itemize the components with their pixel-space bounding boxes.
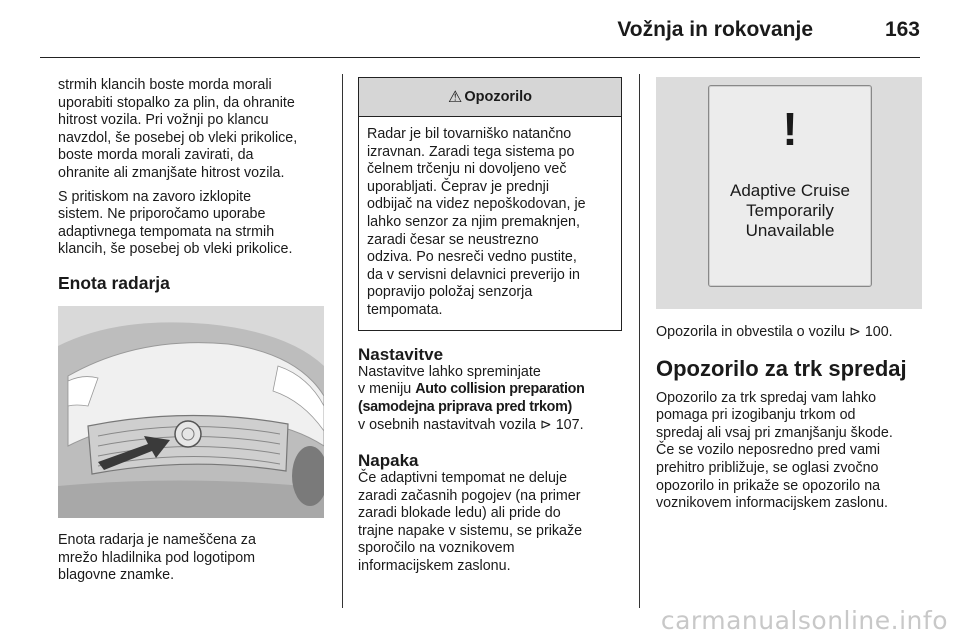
display-exclamation: ! <box>782 103 798 155</box>
fault-text: Če adaptivni tempomat ne deluje zaradi začasnih pogojev (na primer zaradi blokade ledu) ali pride do trajne napake v sistemu, se prikaže sporočilo na voznikovem informacijskem zaslonu. <box>358 469 583 574</box>
settings-line-4 <box>358 416 626 435</box>
display-screen <box>708 85 872 287</box>
menu-name-1: Auto collision preparation <box>415 381 585 398</box>
paragraph-brake: S pritiskom na zavoro izklopite sistem. Ne priporočamo uporabe adaptivnega tempomata na strmih klancih, še posebej ob vleki prikolice. <box>58 188 293 258</box>
header-divider <box>40 57 920 58</box>
settings-line-2 <box>358 381 626 399</box>
warning-text: Radar je bil tovarniško natančno izravnan. Zaradi tega sistema po čelnem trčenju ni dovoljeno več uporabljati. Čeprav je prednji odbijač na videz nepoškodovan, je lahko senzor za njim premaknjen, zaradi česar se neustrezno odziva. Po nesreči vedno pustite, da v servisni delavnici preverijo in popravijo položaj senzorja tempomata. <box>367 126 586 318</box>
warning-body <box>359 117 621 330</box>
settings-page-ref[interactable]: 107. <box>555 417 584 434</box>
car-front-illustration <box>58 306 324 518</box>
column-3 <box>656 77 926 519</box>
column-divider-2 <box>639 74 640 608</box>
display-message: Adaptive Cruise Temporarily Unavailable <box>729 181 850 240</box>
messages-reference <box>656 323 926 342</box>
column-1 <box>58 77 328 591</box>
warning-header <box>359 78 621 117</box>
radar-unit-figure <box>58 306 324 518</box>
menu-name-2: (samodejna priprava pred trkom) <box>358 398 572 415</box>
warning-triangle-icon: ⚠ <box>447 89 463 106</box>
page-number: 163 <box>884 18 920 41</box>
driver-display-figure <box>656 77 922 309</box>
paragraph-hill-driving: strmih klancih boste morda morali uporabiti stopalko za plin, da ohranite hitrost vozila. Pri vožnji po klancu navzdol, še posebej ob vleki prikolice, boste morda morali zavirati, da ohranite ali zmanjšate hitrost vozila. <box>58 77 298 181</box>
page-reference-arrow-icon: ⊳ <box>540 416 552 433</box>
settings-line-2-prefix: v meniju <box>358 381 416 398</box>
warning-title: Opozorilo <box>464 89 532 105</box>
heading-radar-unit: Enota radarja <box>58 272 170 293</box>
warning-box <box>358 77 622 331</box>
forward-collision-text: Opozorilo za trk spredaj vam lahko pomaga pri izogibanju trkom od spredaj ali vsaj pri zmanjšanju škode. Če se vozilo neposredno pred vami prehitro približuje, se oglasi zvočno opozorilo in prikaže se opozorilo na voznikovem informacijskem zaslonu. <box>656 389 893 512</box>
chapter-title: Vožnja in rokovanje <box>617 18 813 41</box>
page-reference-arrow-icon: ⊳ <box>849 323 861 339</box>
messages-ref-prefix: Opozorila in obvestila o vozilu <box>656 324 850 340</box>
heading-fault: Napaka <box>358 450 419 470</box>
messages-page-ref[interactable]: 100. <box>864 324 893 340</box>
heading-forward-collision: Opozorilo za trk spredaj <box>656 355 907 381</box>
settings-line-4-prefix: v osebnih nastavitvah vozila <box>358 417 540 434</box>
radar-caption: Enota radarja je nameščena za mrežo hladilnika pod logotipom blagovne znamke. <box>58 531 256 584</box>
heading-settings: Nastavitve <box>358 344 444 364</box>
settings-line-1: Nastavitve lahko spreminjate <box>358 363 541 380</box>
column-divider-1 <box>342 74 343 608</box>
column-2 <box>358 77 626 581</box>
watermark: carmanualsonline.info <box>660 606 948 635</box>
